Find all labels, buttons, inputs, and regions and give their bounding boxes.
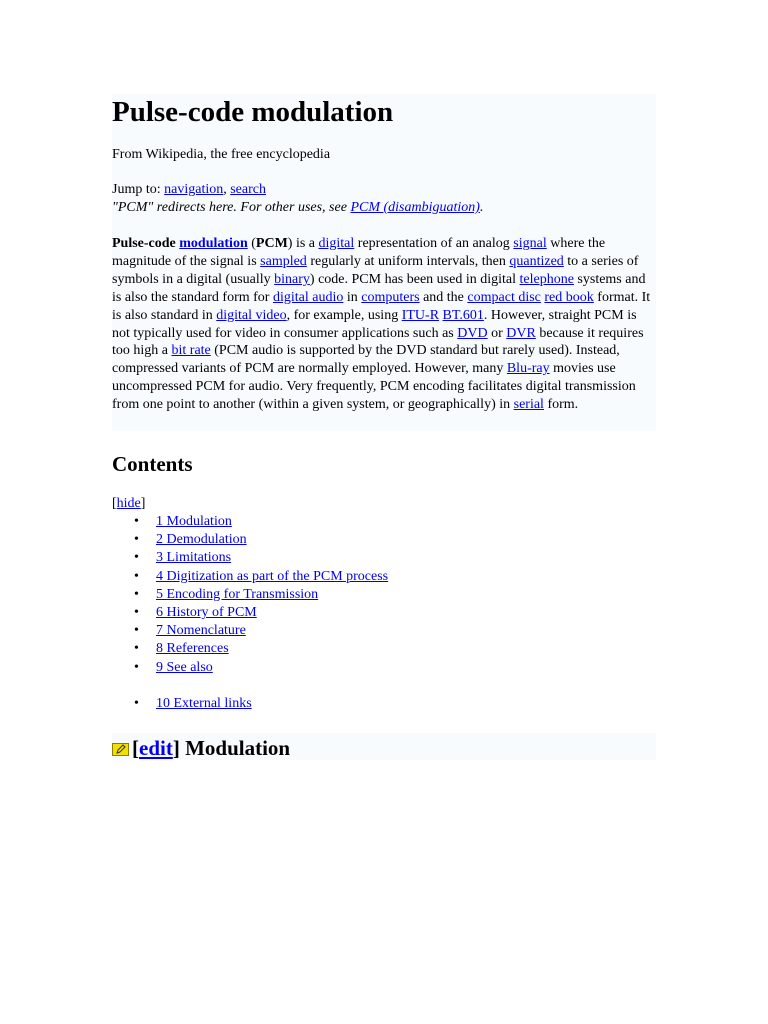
lead-bold-link[interactable]: modulation (179, 236, 248, 251)
toc-item (112, 695, 632, 713)
toc-hide-toggle (112, 495, 145, 513)
lead-link[interactable]: compact disc (467, 289, 541, 305)
jump-to-label: Jump to: (112, 182, 161, 197)
lead-text: representation of an analog (354, 236, 514, 251)
toc-item (112, 604, 632, 622)
lead-link[interactable]: red book (544, 289, 594, 305)
lead-text: because it requires too high a (112, 325, 644, 359)
lead-link[interactable]: digital (318, 236, 355, 251)
lead-text: or (487, 325, 507, 341)
toc-link[interactable] (156, 696, 252, 711)
toc-number: 5 (156, 586, 163, 602)
jump-navigation-link[interactable]: navigation (164, 182, 224, 197)
toc-number: 8 (156, 641, 163, 657)
lead-link[interactable]: quantized (509, 253, 564, 269)
lead-link[interactable]: ITU-R (401, 307, 440, 323)
lead-text: ) is a (287, 236, 319, 251)
toc-item (112, 622, 632, 640)
toc-number: 7 (156, 623, 163, 639)
toc-link[interactable] (156, 532, 247, 547)
toc-label: Limitations (166, 550, 232, 566)
toc-number: 9 (156, 659, 163, 675)
disambiguation-link[interactable]: PCM (disambiguation) (350, 200, 480, 215)
toc-item (112, 549, 632, 567)
toc-link[interactable] (156, 569, 388, 584)
lead-link[interactable]: Blu-ray (506, 361, 550, 377)
toc-link[interactable] (156, 605, 257, 620)
lead-text: format. It is also standard in (112, 289, 651, 323)
bullet-icon: • (134, 641, 139, 657)
toc-list-extra (112, 695, 632, 713)
hide-open-bracket: [ (112, 496, 117, 511)
lead-text: in (343, 289, 362, 305)
hatnote (112, 199, 483, 217)
toc-number: 2 (156, 532, 163, 548)
toc-link[interactable] (156, 550, 231, 565)
edit-close-bracket: ] (172, 736, 180, 760)
lead-text: regularly at uniform intervals, then (306, 253, 510, 269)
lead-link[interactable]: BT.601 (442, 307, 484, 323)
toc-label: Digitization as part of the PCM process (166, 568, 389, 584)
hide-close-bracket: ] (140, 496, 146, 511)
toc-link[interactable] (156, 641, 229, 656)
lead-link[interactable]: computers (361, 289, 420, 305)
site-tagline: From Wikipedia, the free encyclopedia (112, 147, 331, 162)
lead-link[interactable]: bit rate (171, 343, 211, 359)
toc-link[interactable] (156, 660, 213, 675)
hatnote-end: . (479, 200, 484, 215)
toc-item (112, 513, 632, 531)
toc-item (112, 531, 632, 549)
lead-link[interactable]: digital audio (272, 289, 344, 305)
lead-text: where the magnitude of the signal is (112, 236, 606, 269)
toc-label: Modulation (166, 514, 232, 529)
toc-item (112, 568, 632, 586)
lead-text: to a series of symbols in a digital (usually (112, 253, 639, 287)
lead-text: movies use uncompressed PCM for audio. Very frequently, PCM encoding facilitates digital transmission from one point to another (within a given system, or geographically) in (112, 361, 636, 413)
bullet-icon: • (134, 623, 139, 639)
lead-text: ( (247, 236, 256, 251)
page-title: Pulse-code modulation (112, 96, 394, 128)
lead-link[interactable]: DVD (457, 325, 488, 341)
toc-link[interactable] (156, 587, 318, 602)
jump-search-link[interactable]: search (230, 182, 266, 197)
lead-link[interactable]: signal (513, 236, 547, 251)
bullet-icon: • (134, 586, 139, 602)
edit-pencil-icon[interactable] (112, 743, 129, 756)
lead-text: (PCM audio is supported by the DVD standard but rarely used). Instead, compressed variants of PCM are normally employed. However, many (112, 343, 620, 377)
bullet-icon: • (134, 550, 139, 566)
lead-text: and the (419, 289, 468, 305)
edit-open-bracket: [ (132, 736, 139, 760)
lead-text: ) code. PCM has been used in digital (309, 271, 520, 287)
toc-label: Demodulation (166, 532, 247, 548)
bullet-icon: • (134, 532, 139, 548)
toc-label: References (166, 641, 229, 657)
toc-item (112, 640, 632, 658)
toc-item (112, 659, 632, 677)
toc-label: History of PCM (166, 605, 257, 621)
lead-link[interactable]: sampled (260, 253, 307, 269)
lead-link[interactable]: serial (513, 397, 544, 413)
bullet-icon: • (134, 696, 139, 711)
lead-text: , for example, using (286, 307, 402, 323)
lead-link[interactable]: DVR (506, 325, 536, 341)
lead-paragraph (112, 235, 656, 414)
toc-label: External links (173, 696, 252, 711)
section-heading-modulation (112, 735, 290, 761)
toc-link[interactable] (156, 623, 246, 638)
bullet-icon: • (134, 514, 139, 529)
toc-list (112, 513, 632, 677)
toc-label: Nomenclature (166, 623, 246, 639)
jump-to-bar (112, 181, 266, 199)
contents-title: Contents (112, 452, 193, 476)
hatnote-text: "PCM" redirects here. For other uses, see (112, 200, 347, 215)
toc-label: Encoding for Transmission (166, 586, 319, 602)
toc-number: 6 (156, 605, 163, 621)
toc-number: 10 (156, 696, 170, 711)
toc-hide-link[interactable]: hide (116, 496, 141, 511)
toc-link[interactable] (156, 514, 232, 529)
bullet-icon: • (134, 568, 139, 584)
toc-number: 1 (156, 514, 163, 529)
lead-text: systems and is also the standard form for (112, 271, 646, 305)
section-edit-link[interactable]: edit (139, 736, 173, 760)
toc-label: See also (166, 659, 213, 675)
lead-link[interactable]: binary (274, 271, 310, 287)
toc-number: 4 (156, 568, 163, 584)
toc-item (112, 586, 632, 604)
lead-bold-term: PCM (255, 236, 288, 251)
lead-bold-term: Pulse-code (112, 236, 176, 251)
toc-number: 3 (156, 550, 163, 566)
lead-link[interactable]: telephone (519, 271, 574, 287)
bullet-icon: • (134, 659, 139, 675)
bullet-icon: • (134, 605, 139, 621)
lead-link[interactable]: digital video (216, 307, 287, 323)
lead-text: . However, straight PCM is not typically used for video in consumer applications such as (112, 307, 637, 341)
section-title: Modulation (185, 736, 291, 760)
lead-text: form. (543, 397, 579, 413)
jump-separator: , (223, 182, 227, 197)
